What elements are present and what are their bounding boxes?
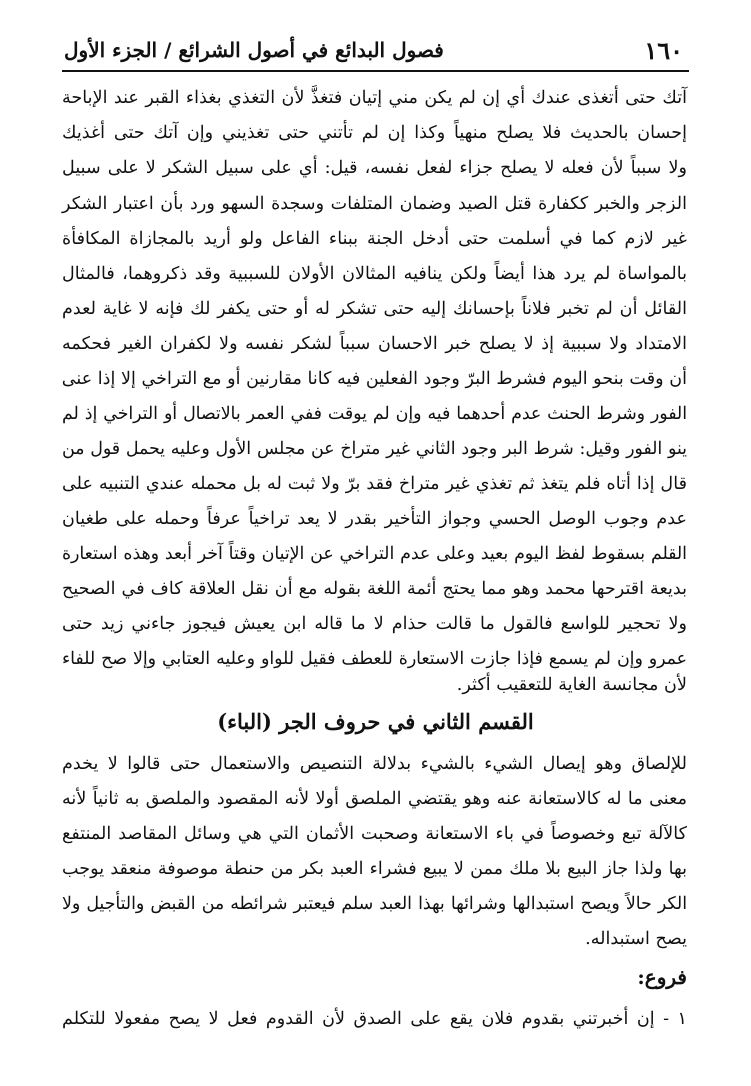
- text-line: الزجر والخبر ككفارة قتل الصيد وضمان المتلفات وسجدة السهو ورد بأن اعتبار الشكر: [62, 194, 687, 214]
- text-line: عدم وجوب الوصل الحسي وجواز التأخير بقدر لا يعد تراخياً عرفاً وحمله على طغيان: [62, 509, 687, 529]
- text-line: عمرو وإن لم يسمع فإذا جازت الاستعارة للعطف فقيل للواو وعليه العتابي وإلا صح للفاء: [62, 649, 687, 669]
- text-line: آتك حتى أتغذى عندك أي إن لم يكن مني إتيان فتغذَّ لأن التغذي بغذاء القبر عند الإباحة: [62, 88, 687, 108]
- text-line: الكر حالاً ويصح استبدالها وشرائها بهذا العبد سلم فيعتبر شرائطه من القبض والتأجيل ولا: [62, 894, 687, 914]
- text-line: الامتداد ولا سببية إذ لا يصلح خبر الاحسان سبباً لشكر نفسه ولا لكفران الغير فحكمه: [62, 334, 687, 354]
- text-line: الفور وشرط الحنث عدم أحدهما فيه وإن لم يوقت ففي العمر بالاتصال أو التراخي إذ لم: [62, 404, 687, 424]
- text-line: إحسان بالحديث فلا يصلح منهياً وكذا إن لم تأتني حتى تغذيني وإن آتك حتى أغذيك: [62, 123, 687, 143]
- page-header: [64, 30, 683, 70]
- text-line: بديعة اقترحها محمد وهو مما يحتج أئمة اللغة بقوله مع أن نقل العلاقة كاف في الصحيح: [62, 579, 687, 599]
- text-line: كالآلة تبع وخصوصاً في باء الاستعانة وصحبت الأثمان التي هي وسائل المقاصد المنتفع: [62, 824, 687, 844]
- text-line: ينو الفور وقيل: شرط البر وجود الثاني غير متراخ عن مجلس الأول وعليه يحمل قول من: [62, 439, 687, 459]
- page-number: ١٦٠: [644, 35, 683, 65]
- text-line: أن وقت بنحو اليوم فشرط البرّ وجود الفعلين فيه كانا مقارنين أو مع التراخي إلا إذا عنى: [61, 369, 687, 389]
- text-line: قال إذا أتاه فلم يتغذ ثم تغذي غير متراخ فقد برّ ولا ثبت له بل محمله عندي التنبيه على: [62, 474, 687, 494]
- text-line: غير لازم كما في أسلمت حتى أدخل الجنة ببناء الفاعل ولو أريد بالمجازاة المكافأة: [62, 229, 687, 249]
- header-rule: [62, 70, 689, 72]
- text-line: القائل أن لم تخبر فلاناً بإحسانك إليه حتى تشكر له أو حتى يكفر لك فإنه لا غاية لعدم: [62, 299, 687, 319]
- text-line: ١ - إن أخبرتني بقدوم فلان يقع على الصدق لأن القدوم فعل لا يصح مفعولا للتكلم: [62, 1009, 687, 1029]
- text-line: معنى ما له كالاستعانة عنه وهو يقتضي الملصق أولا لأنه المقصود والملصق به ثانياً لأنه: [62, 789, 687, 809]
- text-line: لأن مجانسة الغاية للتعقيب أكثر.: [456, 675, 687, 695]
- text-line: ولا تحجير للواسع فالقول ما قالت حذام لا ما قاله ابن يعيش فيجوز جاءني زيد حتى: [62, 614, 687, 634]
- text-line: للإلصاق وهو إيصال الشيء بالشيء بدلالة التنصيص والاستعمال حتى قالوا لا يخدم: [62, 754, 687, 774]
- text-line: بها ولذا جاز البيع بلا ملك ممن لا يبيع فشراء العبد بكر من حنطة موصوفة منعقد يوجب: [62, 859, 687, 879]
- text-line: القلم بسقوط لفظ اليوم بعيد وعلى عدم التراخي عن الإتيان وقتاً آخر أبعد وهذه استعارة: [62, 544, 687, 564]
- section-heading: القسم الثاني في حروف الجر (الباء): [217, 709, 534, 734]
- text-line: بالمواساة لم يرد هذا أيضاً ولكن ينافيه المثالان الأولان للسببية وقد ذكروهما، فالمثال: [62, 264, 687, 284]
- running-title: فصول البدائع في أصول الشرائع / الجزء الأول: [64, 38, 444, 62]
- text-line: يصح استبداله.: [585, 929, 687, 949]
- text-line: ولا سبباً لأن فعله لا يصلح جزاء لفعل نفسه، قيل: أي على سبيل الشكر لا على سبيل: [62, 158, 687, 178]
- sub-heading: فروع:: [637, 965, 687, 989]
